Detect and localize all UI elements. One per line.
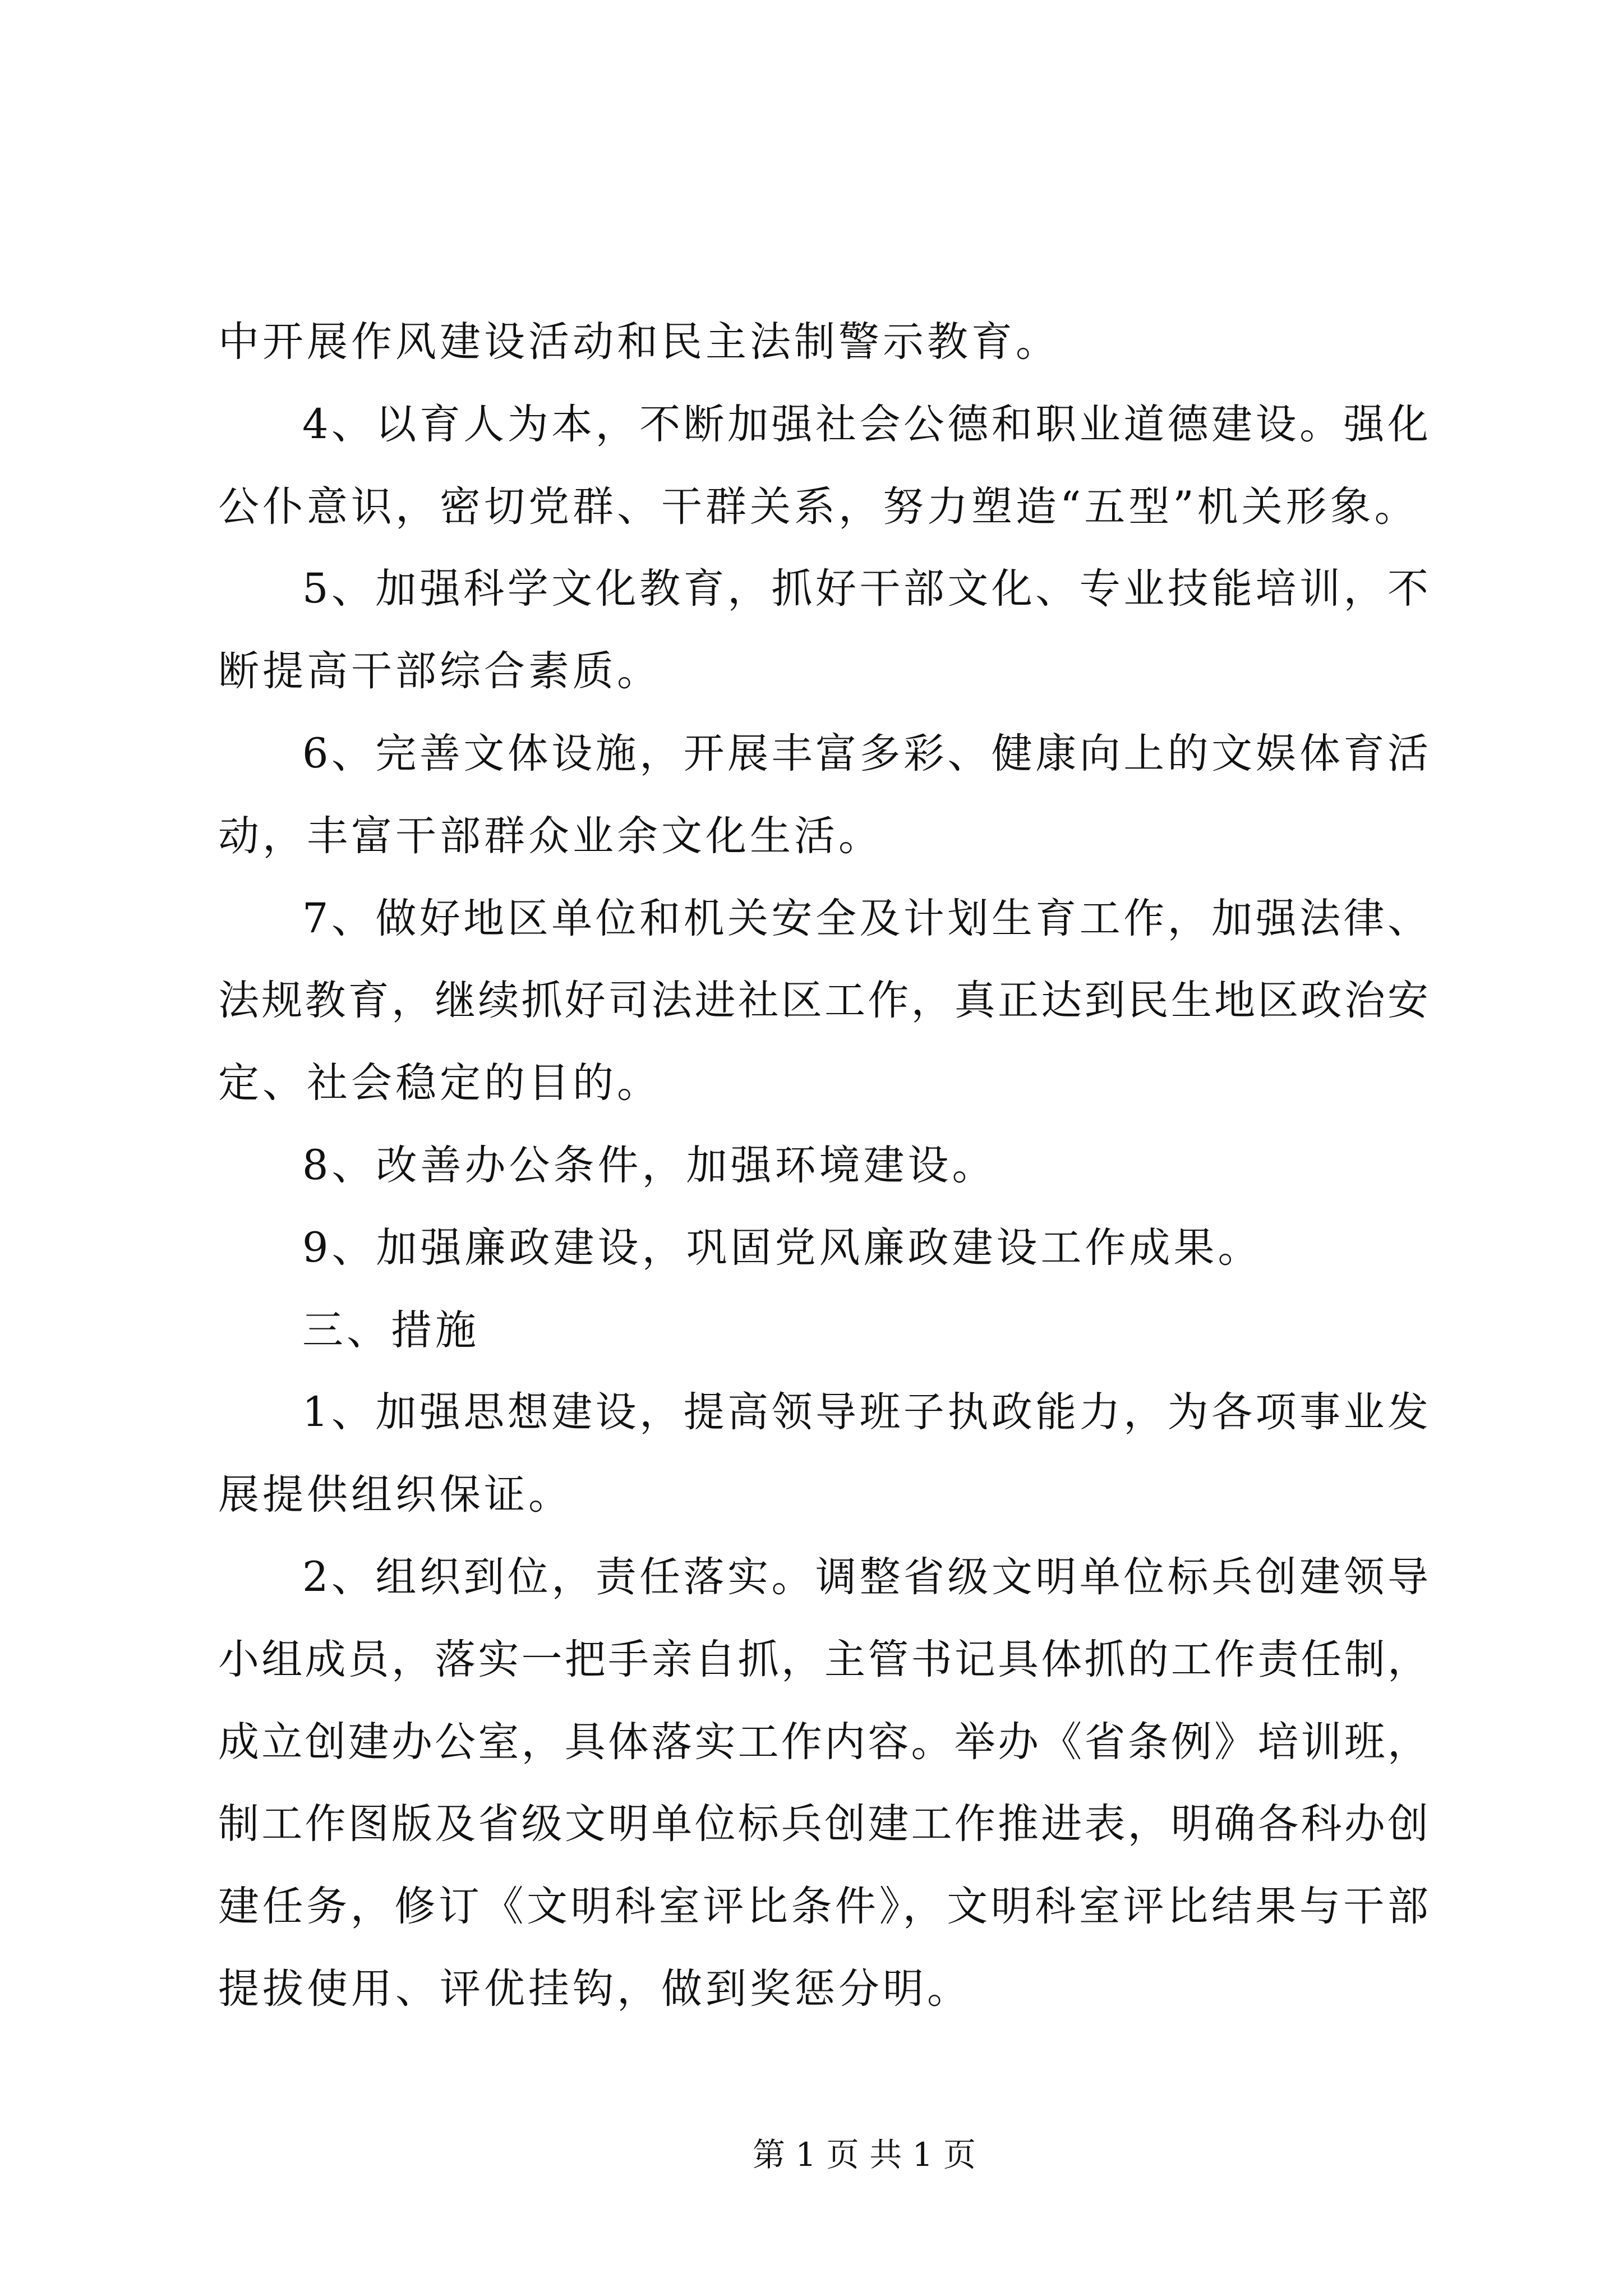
body-line: 1、加强思想建设，提高领导班子执政能力，为各项事业发 xyxy=(302,1388,1428,1437)
body-line: 5、加强科学文化教育，抓好干部文化、专业技能培训，不 xyxy=(302,565,1428,613)
body-line: 中开展作风建设活动和民主法制警示教育。 xyxy=(218,318,1060,366)
body-line: 提拔使用、评优挂钩，做到奖惩分明。 xyxy=(218,1964,971,2013)
body-line: 制工作图版及省级文明单位标兵创建工作推进表，明确各科办创 xyxy=(218,1800,1428,1848)
body-line: 公仆意识，密切党群、干群关系，努力塑造“五型”机关形象。 xyxy=(218,482,1419,531)
body-line: 成立创建办公室，具体落实工作内容。举办《省条例》培训班， xyxy=(218,1718,1428,1766)
section-heading xyxy=(218,1290,1428,1372)
paragraph xyxy=(218,1125,1428,1207)
body-line: 6、完善文体设施，开展丰富多彩、健康向上的文娱体育活 xyxy=(302,729,1428,777)
body-line: 8、改善办公条件，加强环境建设。 xyxy=(302,1141,997,1189)
document-body xyxy=(218,301,1428,2031)
body-line: 定、社会稳定的目的。 xyxy=(218,1059,661,1107)
page-footer: 第 1 页 共 1 页 xyxy=(753,2136,976,2174)
body-line: 建任务，修订《文明科室评比条件》，文明科室评比结果与干部 xyxy=(218,1883,1428,1931)
paragraph xyxy=(218,548,1428,713)
body-line: 9、加强廉政建设，巩固党风廉政建设工作成果。 xyxy=(302,1223,1262,1272)
paragraph xyxy=(218,1372,1428,1536)
body-line: 展提供组织保证。 xyxy=(218,1471,573,1519)
body-line: 2、组织到位，责任落实。调整省级文明单位标兵创建领导 xyxy=(302,1553,1428,1601)
paragraph xyxy=(218,301,1428,384)
body-line: 4、以育人为本，不断加强社会公德和职业道德建设。强化 xyxy=(302,400,1428,448)
body-line: 小组成员，落实一把手亲自抓，主管书记具体抓的工作责任制， xyxy=(218,1635,1428,1683)
paragraph xyxy=(218,384,1428,549)
body-line: 7、做好地区单位和机关安全及计划生育工作，加强法律、 xyxy=(302,894,1428,942)
paragraph xyxy=(218,1536,1428,2031)
paragraph xyxy=(218,1207,1428,1290)
body-line: 动，丰富干部群众业余文化生活。 xyxy=(218,812,883,860)
body-line: 断提高干部综合素质。 xyxy=(218,647,661,696)
paragraph xyxy=(218,878,1428,1125)
section-heading-text: 三、措施 xyxy=(302,1306,479,1354)
body-line: 法规教育，继续抓好司法进社区工作，真正达到民生地区政治安 xyxy=(218,977,1428,1025)
paragraph xyxy=(218,713,1428,878)
